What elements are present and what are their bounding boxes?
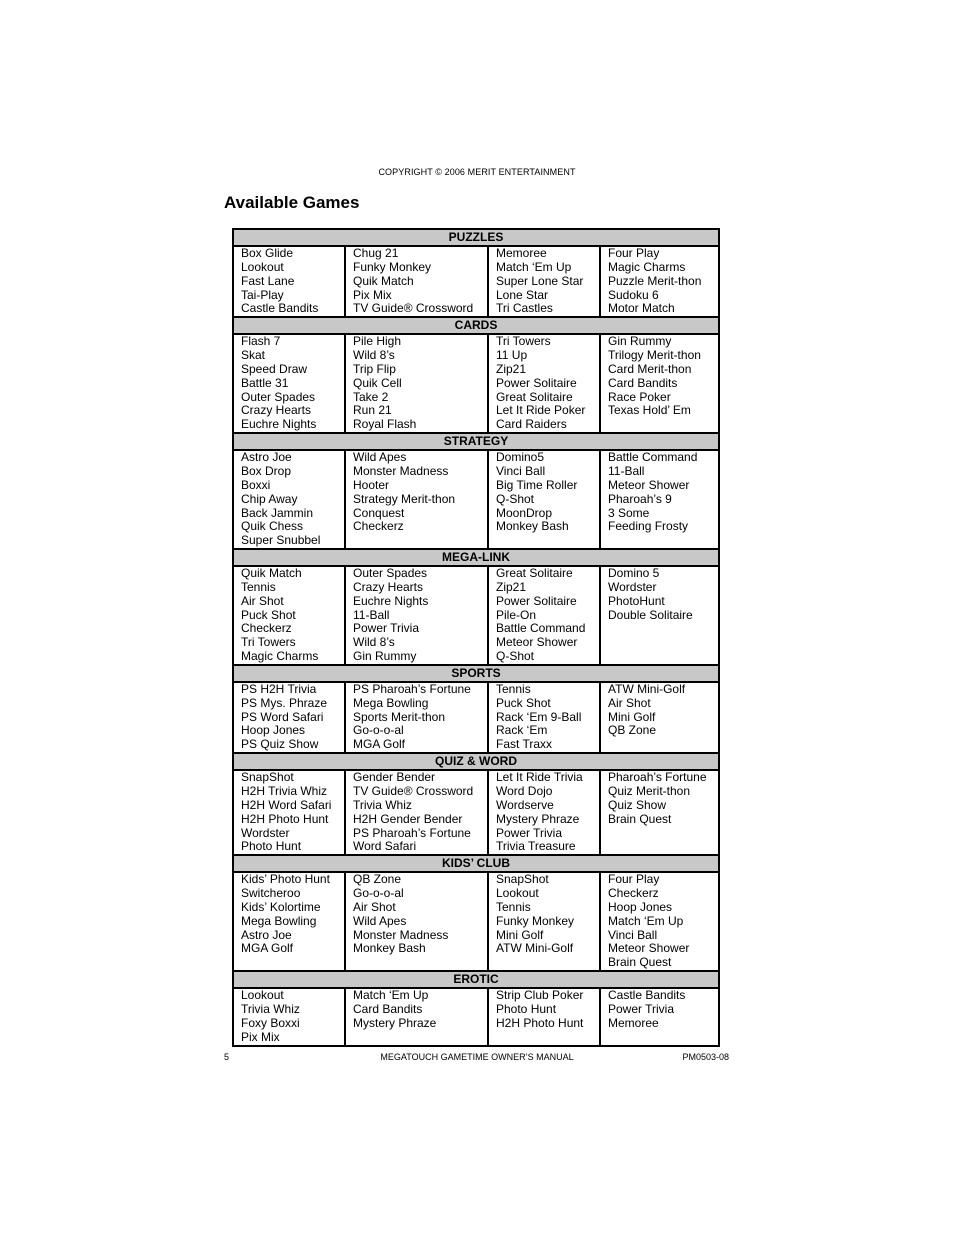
game-name: Match ‘Em Up	[353, 988, 429, 1003]
game-name: Let It Ride Trivia	[496, 770, 583, 785]
game-name: H2H Trivia Whiz	[241, 784, 328, 798]
section-body	[234, 683, 718, 754]
game-name: Funky Monkey	[496, 913, 575, 928]
game-column	[346, 247, 489, 316]
game-column	[346, 683, 489, 752]
games-table	[232, 228, 720, 1047]
game-name: Wordster	[608, 579, 657, 594]
game-name: Outer Spades	[241, 389, 316, 404]
game-name: Lookout	[241, 988, 284, 1003]
game-name: Fast Traxx	[496, 737, 553, 752]
game-name: Checkerz	[241, 621, 292, 636]
game-name: Meteor Shower	[608, 941, 690, 956]
game-name: Photo Hunt	[496, 1001, 557, 1016]
game-name: Switcheroo	[241, 886, 301, 901]
game-name: Power Solitaire	[496, 593, 577, 608]
game-name: Let It Ride Poker	[496, 403, 586, 418]
game-name: Word Safari	[353, 839, 417, 854]
game-name: Outer Spades	[353, 566, 428, 581]
game-name: Great Solitaire	[496, 566, 573, 581]
game-name: Kids’ Photo Hunt	[241, 872, 330, 887]
game-name: Gin Rummy	[608, 334, 672, 349]
game-name: SnapShot	[496, 872, 549, 887]
game-name: Battle 31	[241, 375, 289, 390]
game-column	[346, 567, 489, 664]
game-name: Pix Mix	[241, 1029, 280, 1044]
game-name: Photo Hunt	[241, 839, 302, 854]
game-name: Wild 8’s	[353, 348, 395, 363]
game-name: Rack ‘Em 9-Ball	[496, 709, 582, 724]
game-name: Monkey Bash	[496, 519, 569, 534]
game-name: Foxy Boxxi	[241, 1015, 300, 1030]
game-name: Pix Mix	[353, 287, 392, 302]
game-name: PS Pharoah’s Fortune	[353, 681, 471, 696]
game-name: Vinci Ball	[608, 927, 658, 942]
game-name: Pile High	[353, 334, 402, 349]
manual-title: MEGATOUCH GAMETIME OWNER’S MANUAL	[380, 1052, 574, 1062]
game-name: Gin Rummy	[353, 649, 417, 664]
game-name: Card Bandits	[353, 1001, 423, 1016]
game-name: Power Solitaire	[496, 375, 577, 390]
game-name: H2H Gender Bender	[353, 811, 463, 826]
game-name: Lone Star	[496, 287, 549, 302]
game-name: Royal Flash	[353, 417, 417, 432]
game-name: Race Poker	[608, 389, 671, 404]
game-name: TV Guide® Crossword	[353, 301, 474, 316]
game-name: Card Merit-thon	[608, 361, 692, 376]
game-name: Flash 7	[241, 334, 281, 349]
game-name: Meteor Shower	[608, 477, 690, 492]
game-name: Wordster	[241, 825, 290, 840]
game-name: Chug 21	[353, 246, 399, 260]
game-name: Mega Bowling	[353, 695, 429, 710]
game-name: Power Trivia	[608, 1001, 675, 1016]
game-name: Memoree	[608, 1015, 659, 1030]
game-name: Four Play	[608, 246, 660, 260]
game-name: PS H2H Trivia	[241, 681, 317, 696]
game-name: MoonDrop	[496, 505, 553, 520]
game-name: QB Zone	[608, 723, 657, 738]
game-name: Quik Match	[353, 273, 414, 288]
game-name: Tri Towers	[496, 334, 551, 349]
game-column	[601, 335, 718, 432]
game-column	[489, 771, 601, 854]
game-name: Trivia Treasure	[496, 839, 576, 854]
game-column	[489, 567, 601, 664]
game-name: Tennis	[496, 681, 531, 696]
game-name: 3 Some	[608, 505, 650, 520]
game-column	[601, 451, 718, 548]
game-name: Vinci Ball	[496, 463, 546, 478]
game-name: Pharoah’s 9	[608, 491, 672, 506]
game-name: Chip Away	[241, 491, 298, 506]
game-name: Quik Match	[241, 566, 302, 581]
game-name: Box Drop	[241, 463, 292, 478]
game-name: Quiz Show	[608, 797, 667, 812]
game-name: Feeding Frosty	[608, 519, 689, 534]
game-name: Castle Bandits	[241, 301, 319, 316]
game-name: Super Lone Star	[496, 273, 584, 288]
game-name: Air Shot	[241, 593, 284, 608]
game-name: Magic Charms	[608, 259, 686, 274]
game-name: Wordserve	[496, 797, 554, 812]
page-title: Available Games	[224, 193, 360, 212]
game-name: Match ‘Em Up	[496, 259, 572, 274]
game-name: Power Trivia	[496, 825, 563, 840]
game-name: PhotoHunt	[608, 593, 665, 608]
game-name: Hooter	[353, 477, 390, 492]
section-body	[234, 771, 718, 856]
section-body	[234, 873, 718, 972]
section-body	[234, 567, 718, 666]
game-name: Brain Quest	[608, 811, 672, 826]
game-column	[489, 873, 601, 970]
game-column	[234, 771, 346, 854]
game-name: Pharoah’s Fortune	[608, 770, 707, 785]
game-name: Match ‘Em Up	[608, 913, 684, 928]
game-column	[601, 771, 718, 854]
game-name: Super Snubbel	[241, 533, 321, 548]
game-name: Mystery Phraze	[353, 1015, 437, 1030]
game-name: PS Pharoah’s Fortune	[353, 825, 471, 840]
game-column	[601, 873, 718, 970]
game-name: Trivia Whiz	[241, 1001, 300, 1016]
game-name: H2H Photo Hunt	[496, 1015, 584, 1030]
game-name: PS Mys. Phraze	[241, 695, 328, 710]
game-name: Tri Towers	[241, 635, 296, 650]
game-name: Zip21	[496, 579, 527, 594]
game-column	[234, 683, 346, 752]
game-name: Boxxi	[241, 477, 271, 492]
game-name: Q-Shot	[496, 491, 535, 506]
game-column	[489, 247, 601, 316]
section-body	[234, 247, 718, 318]
game-column	[234, 567, 346, 664]
game-name: Puck Shot	[241, 607, 296, 622]
game-column	[601, 247, 718, 316]
game-name: Trivia Whiz	[353, 797, 412, 812]
game-name: Lookout	[496, 886, 539, 901]
section-header: PUZZLES	[234, 230, 718, 247]
game-name: Air Shot	[608, 695, 651, 710]
game-name: Tennis	[496, 899, 531, 914]
game-name: Monster Madness	[353, 927, 449, 942]
game-name: Domino5	[496, 450, 545, 465]
game-name: Euchre Nights	[353, 593, 429, 608]
game-name: H2H Word Safari	[241, 797, 332, 812]
game-name: Puzzle Merit-thon	[608, 273, 702, 288]
game-name: Tennis	[241, 579, 276, 594]
game-name: ATW Mini-Golf	[608, 681, 686, 696]
game-name: Quiz Merit-thon	[608, 784, 691, 798]
game-name: PS Quiz Show	[241, 737, 319, 752]
section-header: SPORTS	[234, 666, 718, 683]
section-header: MEGA-LINK	[234, 550, 718, 567]
game-column	[601, 683, 718, 752]
game-name: Take 2	[353, 389, 389, 404]
game-name: Astro Joe	[241, 927, 292, 942]
game-name: Sports Merit-thon	[353, 709, 446, 724]
game-column	[346, 451, 489, 548]
game-name: Great Solitaire	[496, 389, 573, 404]
game-name: Box Glide	[241, 246, 294, 260]
game-name: Mini Golf	[608, 709, 656, 724]
game-name: PS Word Safari	[241, 709, 324, 724]
game-name: Go-o-o-al	[353, 886, 404, 901]
game-name: Skat	[241, 348, 266, 363]
game-column	[489, 335, 601, 432]
game-column	[234, 989, 346, 1044]
game-name: Battle Command	[608, 450, 698, 465]
game-name: Euchre Nights	[241, 417, 317, 432]
game-name: Hoop Jones	[608, 899, 673, 914]
game-column	[234, 247, 346, 316]
game-name: Back Jammin	[241, 505, 314, 520]
game-name: Zip21	[496, 361, 527, 376]
game-name: Checkerz	[608, 886, 659, 901]
game-column	[601, 567, 718, 664]
game-name: Sudoku 6	[608, 287, 659, 302]
game-name: Quik Cell	[353, 375, 402, 390]
game-column	[346, 771, 489, 854]
game-column	[234, 451, 346, 548]
game-name: 11 Up	[496, 348, 528, 363]
game-name: Card Bandits	[608, 375, 678, 390]
section-header: EROTIC	[234, 972, 718, 989]
game-name: ATW Mini-Golf	[496, 941, 574, 956]
game-name: Kids’ Kolortime	[241, 899, 321, 914]
section-header: CARDS	[234, 318, 718, 335]
game-column	[346, 873, 489, 970]
game-name: Strategy Merit-thon	[353, 491, 456, 506]
game-name: Double Solitaire	[608, 607, 693, 622]
game-name: Quik Chess	[241, 519, 304, 534]
game-name: Card Raiders	[496, 417, 567, 432]
game-name: Run 21	[353, 403, 392, 418]
game-name: Trilogy Merit-thon	[608, 348, 701, 363]
game-name: Monster Madness	[353, 463, 449, 478]
game-name: Domino 5	[608, 566, 660, 581]
game-name: QB Zone	[353, 872, 402, 887]
game-name: Crazy Hearts	[241, 403, 312, 418]
game-name: Mini Golf	[496, 927, 544, 942]
game-name: Tai-Play	[241, 287, 284, 302]
game-name: Strip Club Poker	[496, 988, 584, 1003]
game-name: Meteor Shower	[496, 635, 578, 650]
game-name: Wild Apes	[353, 450, 407, 465]
game-name: Wild 8’s	[353, 635, 395, 650]
game-name: 11-Ball	[353, 607, 390, 622]
game-name: Mega Bowling	[241, 913, 317, 928]
copyright-notice: COPYRIGHT © 2006 MERIT ENTERTAINMENT	[378, 167, 576, 177]
game-name: Magic Charms	[241, 649, 319, 664]
game-name: Mystery Phraze	[496, 811, 580, 826]
game-column	[489, 989, 601, 1044]
game-name: Wild Apes	[353, 913, 407, 928]
game-name: Air Shot	[353, 899, 396, 914]
game-column	[234, 873, 346, 970]
game-name: Four Play	[608, 872, 660, 887]
game-name: Texas Hold’ Em	[608, 403, 691, 418]
game-name: Go-o-o-al	[353, 723, 404, 738]
section-header: STRATEGY	[234, 434, 718, 451]
game-name: Castle Bandits	[608, 988, 686, 1003]
game-column	[346, 989, 489, 1044]
game-name: H2H Photo Hunt	[241, 811, 329, 826]
game-name: Gender Bender	[353, 770, 436, 785]
game-name: Crazy Hearts	[353, 579, 424, 594]
section-header: QUIZ & WORD	[234, 754, 718, 771]
game-column	[601, 989, 718, 1044]
section-header: KIDS’ CLUB	[234, 856, 718, 873]
document-number: PM0503-08	[682, 1052, 729, 1062]
game-name: Word Dojo	[496, 784, 553, 798]
game-name: SnapShot	[241, 770, 294, 785]
game-name: Conquest	[353, 505, 405, 520]
game-name: TV Guide® Crossword	[353, 784, 474, 798]
game-name: Q-Shot	[496, 649, 535, 664]
game-name: Big Time Roller	[496, 477, 578, 492]
game-name: Fast Lane	[241, 273, 295, 288]
game-name: Astro Joe	[241, 450, 292, 465]
game-name: Pile-On	[496, 607, 537, 622]
game-name: Speed Draw	[241, 361, 308, 376]
game-name: Puck Shot	[496, 695, 551, 710]
game-name: MGA Golf	[241, 941, 294, 956]
game-column	[489, 683, 601, 752]
game-column	[489, 451, 601, 548]
game-name: Funky Monkey	[353, 259, 432, 274]
section-body	[234, 335, 718, 434]
game-name: Trip Flip	[353, 361, 396, 376]
game-name: Power Trivia	[353, 621, 420, 636]
game-name: Monkey Bash	[353, 941, 426, 956]
game-name: MGA Golf	[353, 737, 406, 752]
game-name: Battle Command	[496, 621, 586, 636]
game-name: Lookout	[241, 259, 284, 274]
game-column	[234, 335, 346, 432]
page-number: 5	[224, 1052, 230, 1062]
game-name: Checkerz	[353, 519, 404, 534]
game-name: Hoop Jones	[241, 723, 306, 738]
game-name: Rack ‘Em	[496, 723, 548, 738]
game-name: Memoree	[496, 246, 547, 260]
game-column	[346, 335, 489, 432]
section-body	[234, 989, 718, 1044]
game-name: Motor Match	[608, 301, 675, 316]
game-name: 11-Ball	[608, 463, 645, 478]
game-name: Brain Quest	[608, 955, 672, 970]
section-body	[234, 451, 718, 550]
game-name: Tri Castles	[496, 301, 553, 316]
